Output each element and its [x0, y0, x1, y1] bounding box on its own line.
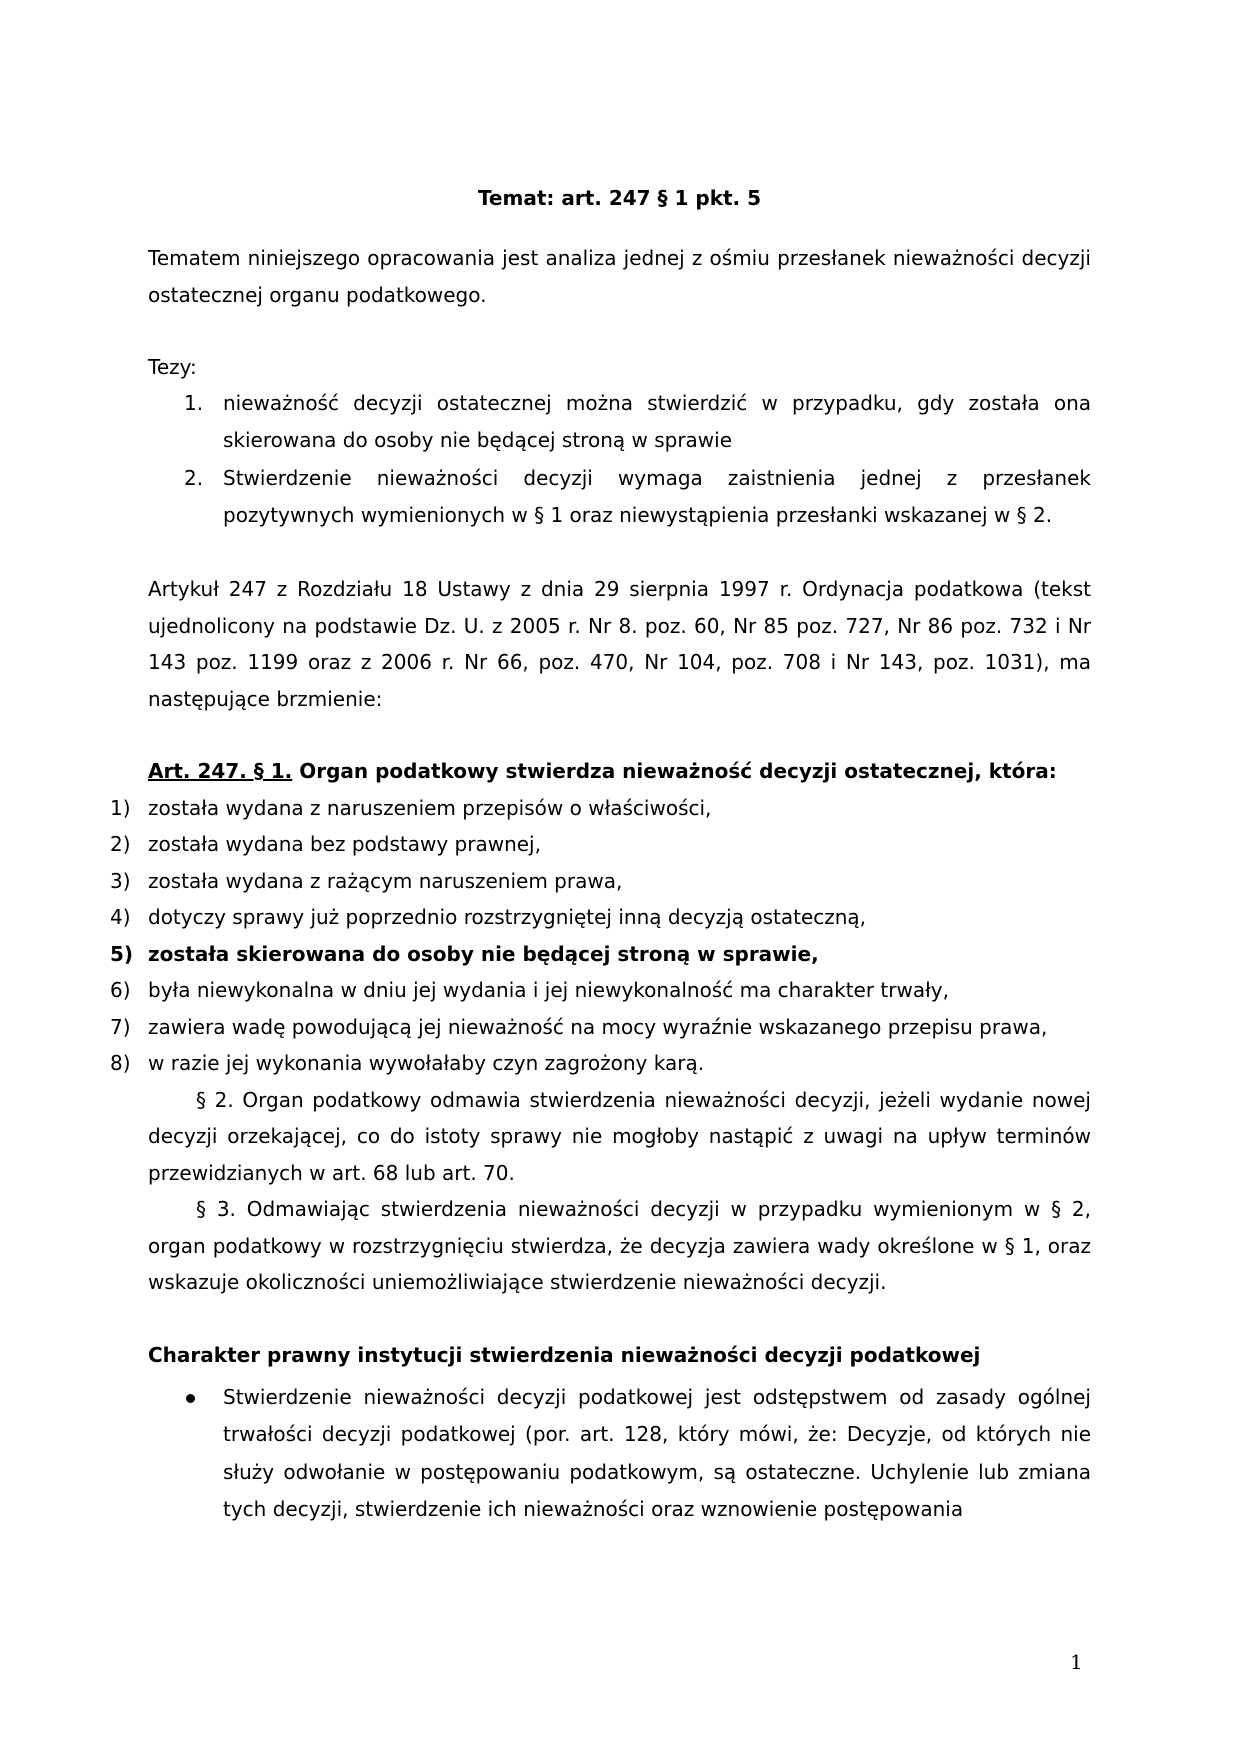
list-item	[148, 385, 1091, 458]
tezy-list	[148, 385, 1091, 533]
list-item-highlighted	[110, 936, 1091, 973]
list-item	[148, 460, 1091, 533]
bullet-text: Stwierdzenie nieważności decyzji podatkowej jest odstępstwem od zasady ogólnej trwałości decyzji podatkowej (por. art. 128, który mówi, że: Decyzje, od których nie służy odwołanie w postępowaniu podatkowym, są ostateczne. Uchylenie lub zmiana tych decyzji, stwierdzenie ich nieważności oraz wznowienie postępowania	[223, 1384, 1091, 1521]
page-number: 1	[1070, 1650, 1083, 1674]
list-item	[110, 899, 1091, 936]
paragraph-2: § 2. Organ podatkowy odmawia stwierdzenia nieważności decyzji, jeżeli wydanie nowej decyzji orzekającej, co do istoty sprawy nie mogłoby nastąpić z uwagi na upływ terminów przewidzianych w art. 68 lub art. 70.	[148, 1087, 1091, 1185]
point-text: została wydana bez podstawy prawnej,	[148, 832, 541, 856]
point-number: 4)	[110, 905, 131, 929]
paragraph-3: § 3. Odmawiając stwierdzenia nieważności decyzji w przypadku wymienionym w § 2, organ podatkowy w rozstrzygnięciu stwierdza, że decyzja zawiera wady określone w § 1, oraz wskazuje okoliczności uniemożliwiające stwierdzenie nieważności decyzji.	[148, 1197, 1091, 1294]
point-number: 1)	[110, 795, 131, 820]
point-text: w razie jej wykonania wywołałaby czyn zagrożony karą.	[148, 1051, 705, 1075]
point-text: zawiera wadę powodującą jej nieważność na mocy wyraźnie wskazanego przepisu prawa,	[148, 1014, 1048, 1039]
article-heading-text: Organ podatkowy stwierdza nieważność decyzji ostatecznej, która:	[299, 759, 1057, 783]
list-item-text: nieważność decyzji ostatecznej można stwierdzić w przypadku, gdy została ona skierowana do osoby nie będącej stroną w sprawie	[223, 391, 1091, 452]
article-intro-paragraph: Artykuł 247 z Rozdziału 18 Ustawy z dnia 29 sierpnia 1997 r. Ordynacja podatkowa (tekst ujednolicony na podstawie Dz. U. z 2005 r. Nr 8. poz. 60, Nr 85 poz. 727, Nr 86 poz. 732 i Nr 143 poz. 1199 oraz z 2006 r. Nr 66, poz. 470, Nr 104, poz. 708 i Nr 143, poz. 1031), ma następujące brzmienie:	[148, 577, 1091, 711]
point-number: 6)	[110, 978, 131, 1002]
tezy-label: Tezy:	[148, 355, 197, 379]
point-text: została skierowana do osoby nie będącej stroną w sprawie,	[148, 941, 819, 966]
section-heading: Charakter prawny instytucji stwierdzenia nieważności decyzji podatkowej	[148, 1342, 981, 1367]
list-item	[110, 790, 1091, 827]
article-heading	[148, 753, 1091, 790]
point-text: została wydana z naruszeniem przepisów o właściwości,	[148, 795, 712, 820]
list-item	[110, 972, 1091, 1009]
article-reference: Art. 247. § 1.	[148, 759, 293, 783]
point-text: była niewykonalna w dniu jej wydania i jej niewykonalność ma charakter trwały,	[148, 978, 949, 1002]
point-number: 3)	[110, 868, 131, 893]
point-number: 5)	[110, 941, 134, 966]
list-item	[148, 1379, 1091, 1529]
list-item	[110, 1045, 1091, 1082]
article-points-list	[110, 790, 1091, 1082]
list-item	[110, 1009, 1091, 1046]
bullet-icon	[186, 1394, 195, 1403]
point-number: 7)	[110, 1014, 131, 1039]
document-title: Temat: art. 247 § 1 pkt. 5	[477, 186, 762, 210]
list-item	[110, 863, 1091, 900]
section-bullet-list	[148, 1379, 1091, 1529]
list-item-text: Stwierdzenie nieważności decyzji wymaga zaistnienia jednej z przesłanek pozytywnych wymienionych w § 1 oraz niewystąpienia przesłanki wskazanej w § 2.	[223, 466, 1091, 527]
document-body	[110, 180, 1091, 1529]
list-item-number: 2.	[184, 466, 204, 490]
point-text: dotyczy sprawy już poprzednio rozstrzygniętej inną decyzją ostateczną,	[148, 905, 867, 929]
point-text: została wydana z rażącym naruszeniem prawa,	[148, 868, 623, 893]
intro-paragraph: Tematem niniejszego opracowania jest analiza jednej z ośmiu przesłanek nieważności decyzji ostatecznej organu podatkowego.	[148, 246, 1091, 307]
point-number: 8)	[110, 1051, 131, 1075]
list-item-number: 1.	[184, 391, 204, 415]
list-item	[110, 826, 1091, 863]
point-number: 2)	[110, 832, 131, 856]
